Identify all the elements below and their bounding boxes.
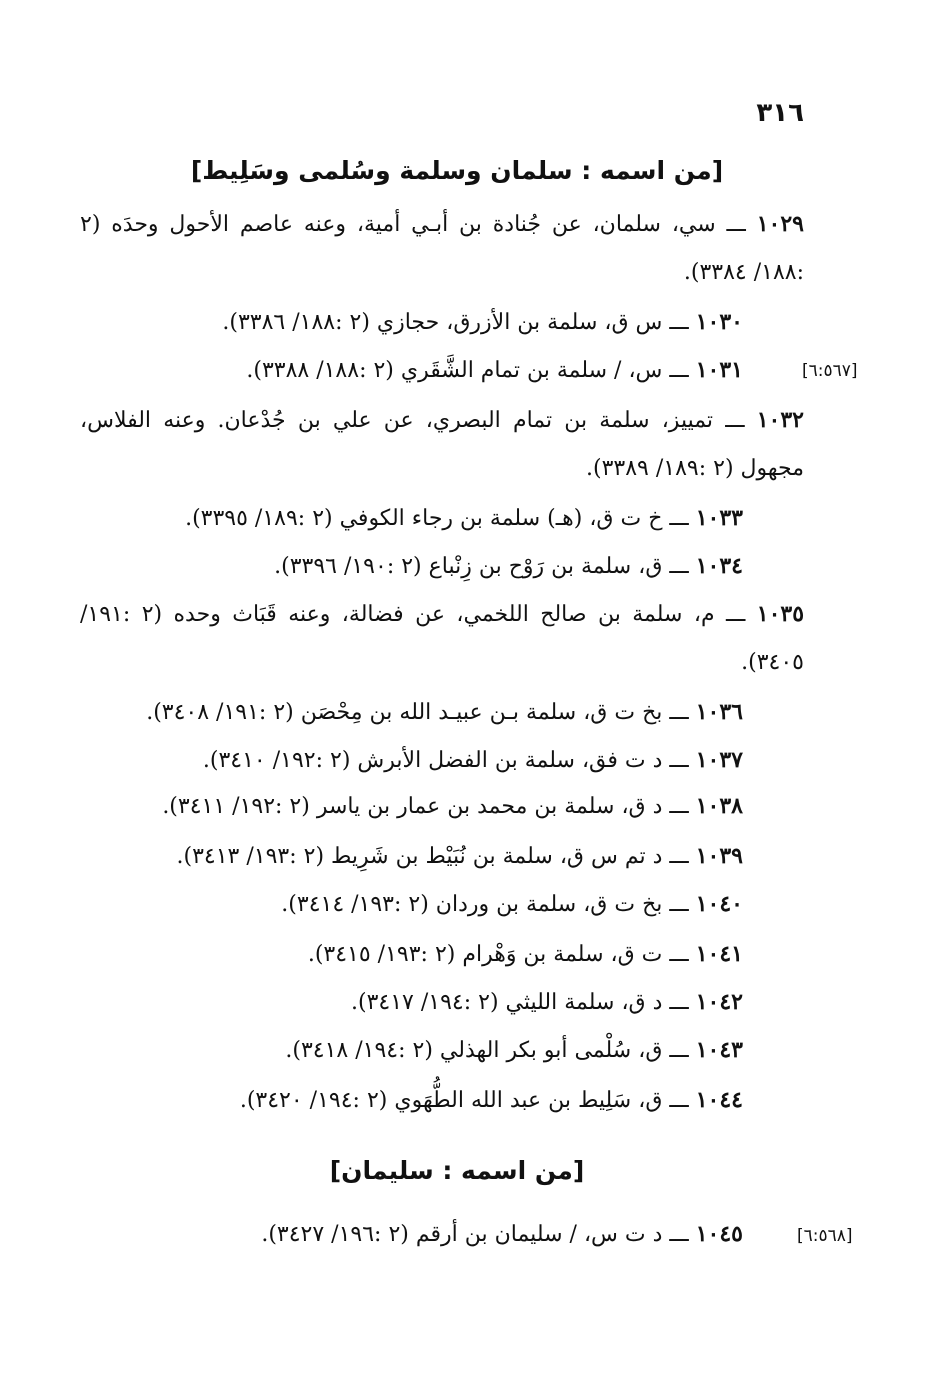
entry-text: ـــ خ ت ق، (هـ) سلمة بن رجاء الكوفي (٢ :١٨٩/ ٣٣٩٥). [185, 506, 689, 531]
entry-number: ١٠٣٨ [695, 793, 743, 819]
entry-1032 [80, 396, 804, 493]
entry-text: ـــ بخ ت ق، سلمة بـن عبيـد الله بن مِحْصَن (٢ :١٩١/ ٣٤٠٨). [146, 700, 689, 725]
entry-text: ـــ ق، سلمة بن رَوْح بن زِنْباع (٢ :١٩٠/ ٣٣٩٦). [274, 554, 689, 579]
entry-number: ١٠٤٢ [695, 989, 743, 1015]
entry-1035 [80, 590, 804, 687]
entry-text: ـــ س، / سلمة بن تمام الشَّقَري (٢ :١٨٨/ ٣٣٨٨). [246, 358, 689, 383]
entry-number: ١٠٣٤ [695, 553, 743, 579]
entry-number: ١٠٣٧ [695, 747, 743, 773]
entry-text: ـــ ق، سُلْمى أبو بكر الهذلي (٢ :١٩٤/ ٣٤١٨). [285, 1038, 689, 1063]
entry-1041 [223, 930, 743, 979]
entry-text: ـــ تمييز، سلمة بن تمام البصري، عن علي بن جُدْعان. وعنه الفلاس، مجهول (٢ :١٨٩/ ٣٣٨٩). [80, 408, 804, 481]
entry-text: ـــ س ق، سلمة بن الأزرق، حجازي (٢ :١٨٨/ ٣٣٨٦). [222, 310, 689, 335]
entry-1039 [80, 832, 743, 881]
entry-1033 [80, 494, 743, 543]
entry-1043 [183, 1026, 743, 1075]
entry-text: ـــ م، سلمة بن صالح اللخمي، عن فضالة، وعنه قَبَاث وحده (٢ :١٩١/ ٣٤٠٥). [80, 602, 804, 675]
entry-1044 [143, 1076, 743, 1125]
entry-number: ١٠٤١ [695, 941, 743, 967]
section-heading-salman: [من اسمه : سلمان وسلمة وسُلمى وسَلِيط] [190, 156, 724, 185]
entry-1030 [103, 298, 743, 347]
entry-1045 [143, 1210, 743, 1259]
entry-number: ١٠٤٤ [695, 1087, 743, 1113]
entry-1038 [80, 782, 743, 831]
entry-number: ١٠٣٣ [695, 505, 743, 531]
entry-number: ١٠٤٣ [695, 1037, 743, 1063]
entry-1040 [183, 880, 743, 929]
entry-text: ـــ د ت فق، سلمة بن الفضل الأبرش (٢ :١٩٢/ ٣٤١٠). [202, 748, 689, 773]
entry-1031 [143, 346, 743, 395]
entry-1036 [80, 688, 743, 737]
entry-number: ١٠٤٠ [695, 891, 743, 917]
entry-number: ١٠٣٠ [695, 309, 743, 335]
entry-number: ١٠٣٢ [756, 407, 804, 433]
entry-text: ـــ د ت س، / سليمان بن أرقم (٢ :١٩٦/ ٣٤٢٧). [261, 1222, 689, 1247]
entry-text: ـــ سي، سلمان، عن جُنادة بن أبـي أمية، وعنه عاصم الأحول وحدَه (٢ :١٨٨/ ٣٣٨٤). [80, 212, 804, 285]
entry-text: ـــ بخ ت ق، سلمة بن وردان (٢ :١٩٣/ ٣٤١٤). [281, 892, 689, 917]
entry-text: ـــ د ق، سلمة الليثي (٢ :١٩٤/ ٣٤١٧). [351, 990, 689, 1015]
entry-1034 [143, 542, 743, 591]
entry-text: ـــ د تم س ق، سلمة بن نُبَيْط بن شَرِيط (٢ :١٩٣/ ٣٤١٣). [176, 844, 689, 869]
page-number: ٣١٦ [756, 98, 804, 128]
entry-number: ١٠٣٦ [695, 699, 743, 725]
entry-1037 [103, 736, 743, 785]
entry-1029 [80, 200, 804, 297]
entry-number: ١٠٤٥ [695, 1221, 743, 1247]
section-heading-sulayman: [من اسمه : سليمان] [329, 1156, 585, 1185]
entry-number: ١٠٣٩ [695, 843, 743, 869]
margin-reference: [٦:٥٦٧] [802, 361, 858, 381]
entry-text: ـــ ت ق، سلمة بن وَهْرام (٢ :١٩٣/ ٣٤١٥). [307, 942, 689, 967]
entry-text: ـــ د ق، سلمة بن محمد بن عمار بن ياسر (٢ :١٩٢/ ٣٤١١). [162, 794, 689, 819]
entry-number: ١٠٣١ [695, 357, 743, 383]
entry-number: ١٠٢٩ [756, 211, 804, 237]
entry-text: ـــ ق، سَلِيط بن عبد الله الطُّهَوي (٢ :١٩٤/ ٣٤٢٠). [239, 1088, 689, 1113]
entry-number: ١٠٣٥ [756, 601, 804, 627]
entry-1042 [263, 978, 743, 1027]
margin-reference: [٦:٥٦٨] [797, 1226, 853, 1246]
